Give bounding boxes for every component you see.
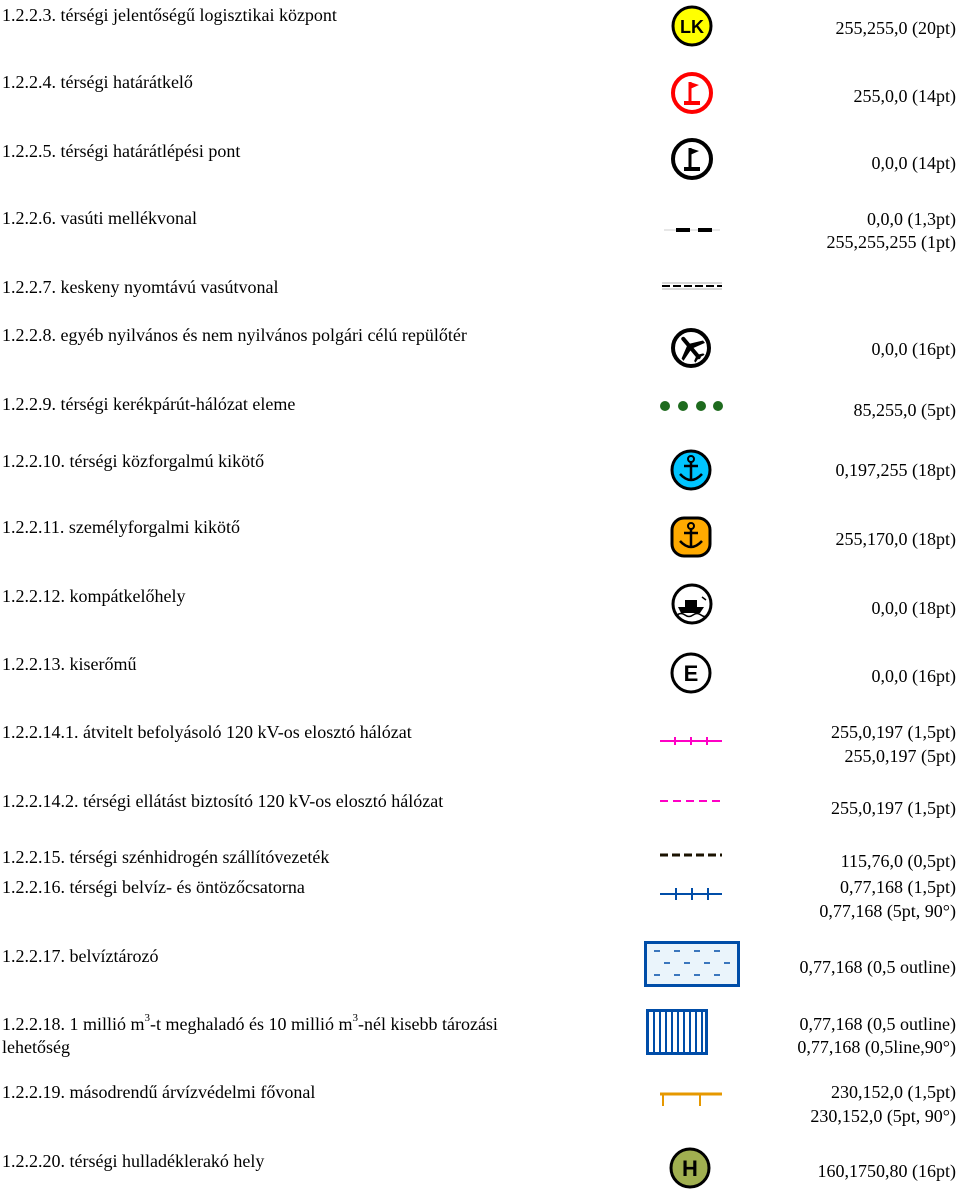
- row-value: 0,0,0 (18pt): [871, 598, 956, 618]
- row-label: 1.2.2.17. belvíztározó: [2, 946, 159, 966]
- row-value: 0,77,168 (0,5 outline): [799, 1014, 956, 1034]
- row-value: 0,77,168 (0,5line,90°): [797, 1037, 956, 1057]
- row-value: 255,255,255 (1pt): [826, 232, 956, 252]
- row-label: 1.2.2.11. személyforgalmi kikötő: [2, 517, 240, 537]
- row-label: 1.2.2.7. keskeny nyomtávú vasútvonal: [2, 277, 279, 297]
- passenger-port-anchor-icon: [669, 515, 713, 559]
- row-label: 1.2.2.15. térségi szénhidrogén szállítóvezeték: [2, 847, 330, 867]
- lk-logistics-icon: [670, 4, 714, 48]
- row-value: 0,0,0 (1,3pt): [867, 209, 956, 229]
- bicycle-route-dots-icon: [658, 399, 724, 413]
- ferry-icon: [670, 582, 714, 626]
- row-value: 255,0,197 (5pt): [844, 746, 956, 766]
- row-value: 255,0,0 (14pt): [853, 86, 956, 106]
- flood-defense-line-icon: [660, 1088, 722, 1108]
- row-value: 0,77,168 (1,5pt): [840, 877, 956, 897]
- storage-reservoir-icon: [646, 1009, 708, 1055]
- icon-text: E: [683, 661, 699, 686]
- distribution-line-dashed-icon: [660, 796, 722, 806]
- row-label: 1.2.2.9. térségi kerékpárút-hálózat eleme: [2, 394, 296, 414]
- canal-line-icon: [660, 886, 722, 902]
- icon-text: H: [682, 1156, 698, 1181]
- row-value: 255,0,197 (1,5pt): [831, 722, 956, 742]
- row-value: 230,152,0 (1,5pt): [831, 1082, 956, 1102]
- row-value: 0,77,168 (0,5 outline): [799, 957, 956, 977]
- branch-railway-line-icon: [664, 223, 720, 237]
- row-label: 1.2.2.18. 1 millió $m^3-t$ meghaladó és 10 millió $m^3$-nél kisebb tározási: [2, 1012, 498, 1034]
- row-value: 0,197,255 (18pt): [835, 460, 956, 480]
- inland-water-reservoir-icon: [644, 941, 740, 987]
- border-crossing-icon: [670, 71, 714, 115]
- row-value: 0,0,0 (16pt): [871, 339, 956, 359]
- row-value: 255,255,0 (20pt): [835, 18, 956, 38]
- row-label: 1.2.2.16. térségi belvíz- és öntözőcsatorna: [2, 877, 305, 897]
- row-value: 230,152,0 (5pt, 90°): [810, 1106, 956, 1126]
- power-plant-e-icon: [669, 651, 713, 695]
- transmission-line-icon: [660, 734, 722, 748]
- row-value: 255,0,197 (1,5pt): [831, 798, 956, 818]
- row-label: 1.2.2.19. másodrendű árvízvédelmi fővonal: [2, 1082, 316, 1102]
- public-port-anchor-icon: [669, 448, 713, 492]
- hydrocarbon-pipeline-icon: [660, 850, 722, 860]
- airport-icon: [669, 326, 713, 370]
- row-label: 1.2.2.14.1. átvitelt befolyásoló 120 kV-os elosztó hálózat: [2, 722, 412, 742]
- row-value: 85,255,0 (5pt): [853, 400, 956, 420]
- row-value: 0,77,168 (5pt, 90°): [819, 901, 956, 921]
- icon-text: LK: [680, 17, 704, 37]
- row-label: 1.2.2.8. egyéb nyilvános és nem nyilvános polgári célú repülőtér: [2, 325, 467, 345]
- row-label: 1.2.2.4. térségi határátkelő: [2, 72, 193, 92]
- border-point-icon: [670, 137, 714, 181]
- row-label: 1.2.2.5. térségi határátlépési pont: [2, 141, 241, 161]
- row-label: 1.2.2.10. térségi közforgalmú kikötő: [2, 451, 265, 471]
- row-value: 255,170,0 (18pt): [835, 529, 956, 549]
- row-label: 1.2.2.13. kiserőmű: [2, 654, 137, 674]
- row-value: 0,0,0 (14pt): [871, 153, 956, 173]
- landfill-h-icon: [668, 1146, 712, 1190]
- row-label: 1.2.2.12. kompátkelőhely: [2, 586, 186, 606]
- row-value: 160,1750,80 (16pt): [817, 1161, 956, 1181]
- row-label: 1.2.2.3. térségi jelentőségű logisztikai központ: [2, 5, 337, 25]
- narrow-gauge-railway-icon: [662, 279, 722, 293]
- row-label: 1.2.2.20. térségi hulladéklerakó hely: [2, 1151, 265, 1171]
- row-value: 115,76,0 (0,5pt): [840, 851, 956, 871]
- row-label: 1.2.2.6. vasúti mellékvonal: [2, 208, 197, 228]
- row-value: 0,0,0 (16pt): [871, 666, 956, 686]
- row-label-continuation: lehetőség: [2, 1037, 70, 1057]
- row-label: 1.2.2.14.2. térségi ellátást biztosító 120 kV-os elosztó hálózat: [2, 791, 444, 811]
